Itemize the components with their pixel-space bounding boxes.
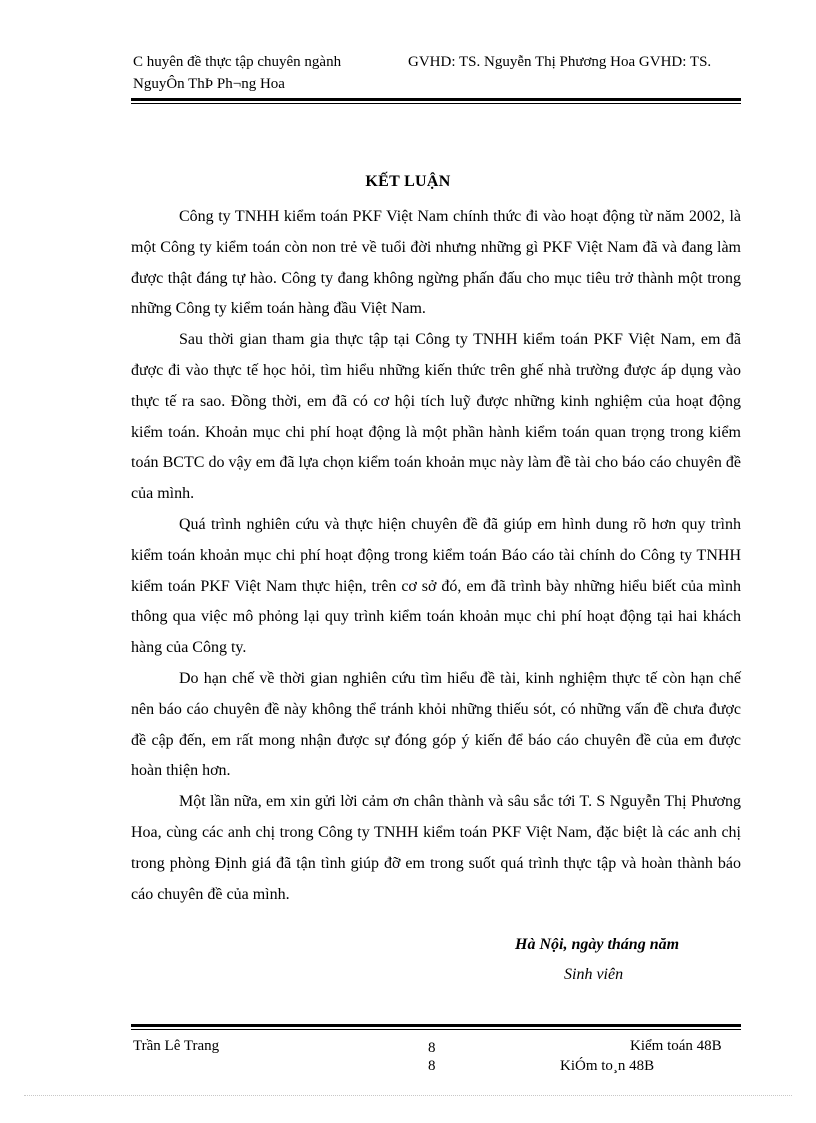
footer-rule-thin xyxy=(131,1029,741,1030)
footer-author: Trần Lê Trang xyxy=(133,1038,220,1054)
page-boundary-divider xyxy=(24,1095,792,1096)
header-rule-thick xyxy=(131,98,741,101)
header-rule-thin xyxy=(131,103,741,104)
footer-course-duplicate: KiÓm to¸n 48B xyxy=(560,1058,655,1074)
footer-rule-thick xyxy=(131,1024,741,1027)
paragraph-1: Công ty TNHH kiểm toán PKF Việt Nam chính thức đi vào hoạt động từ năm 2002, là một Công ty kiểm toán còn non trẻ về tuổi đời nhưng những gì PKF Việt Nam đã và đang làm được thật đáng tự hào. Công ty đang không ngừng phấn đấu cho mục tiêu trở thành một trong những Công ty kiểm toán hàng đầu Việt Nam. xyxy=(131,208,741,318)
paragraph-3: Quá trình nghiên cứu và thực hiện chuyên đề đã giúp em hình dung rõ hơn quy trình kiểm toán khoản mục chi phí hoạt động trong kiểm toán Báo cáo tài chính do Công ty TNHH kiểm toán PKF Việt Nam thực hiện, trên cơ sở đó, em đã trình bày những hiểu biết của mình thông qua việc mô phỏng lại quy trình kiểm toán khoản mục chi phí hoạt động tại hai khách hàng của Công ty. xyxy=(131,515,741,657)
signature-place-date: Hà Nội, ngày tháng năm xyxy=(515,936,680,953)
footer-page-number: 8 xyxy=(428,1040,436,1056)
footer-course: Kiểm toán 48B xyxy=(630,1038,722,1054)
header-left-subtitle: NguyÔn ThÞ Ph¬ng Hoa xyxy=(133,76,285,92)
signature-role: Sinh viên xyxy=(564,966,624,983)
paragraph-4: Do hạn chế về thời gian nghiên cứu tìm hiểu đề tài, kinh nghiệm thực tế còn hạn chế nên báo cáo chuyên đề này không thể tránh khỏi những thiếu sót, có những vấn đề chưa được đề cập đến, em rất mong nhận được sự đóng góp ý kiến để báo cáo chuyên đề của em được hoàn thiện hơn. xyxy=(131,669,741,780)
paragraph-5: Một lần nữa, em xin gửi lời cảm ơn chân thành và sâu sắc tới T. S Nguyễn Thị Phương Hoa, cùng các anh chị trong Công ty TNHH kiểm toán PKF Việt Nam, đặc biệt là các anh chị trong phòng Định giá đã tận tình giúp đỡ em trong suốt quá trình thực tập và hoàn thành báo cáo chuyên đề của mình. xyxy=(131,793,741,903)
body-text xyxy=(131,202,741,910)
page-title: KẾT LUẬN xyxy=(365,173,451,190)
paragraph-2: Sau thời gian tham gia thực tập tại Công ty TNHH kiểm toán PKF Việt Nam, em đã được đi vào thực tế học hỏi, tìm hiểu những kiến thức trên ghế nhà trường được áp dụng vào thực tế ra sao. Đồng thời, em đã có cơ hội tích luỹ được những kinh nghiệm của hoạt động kiểm toán. Khoản mục chi phí hoạt động là một phần hành kiểm toán quan trọng trong kiểm toán BCTC do vậy em đã lựa chọn kiểm toán khoản mục này làm đề tài cho báo cáo chuyên đề của mình. xyxy=(131,331,741,503)
header-supervisor: GVHD: TS. Nguyễn Thị Phương Hoa GVHD: TS. xyxy=(408,54,712,70)
header-left-title: C huyên đề thực tập chuyên ngành xyxy=(133,54,342,70)
footer-page-number-duplicate: 8 xyxy=(428,1058,436,1074)
